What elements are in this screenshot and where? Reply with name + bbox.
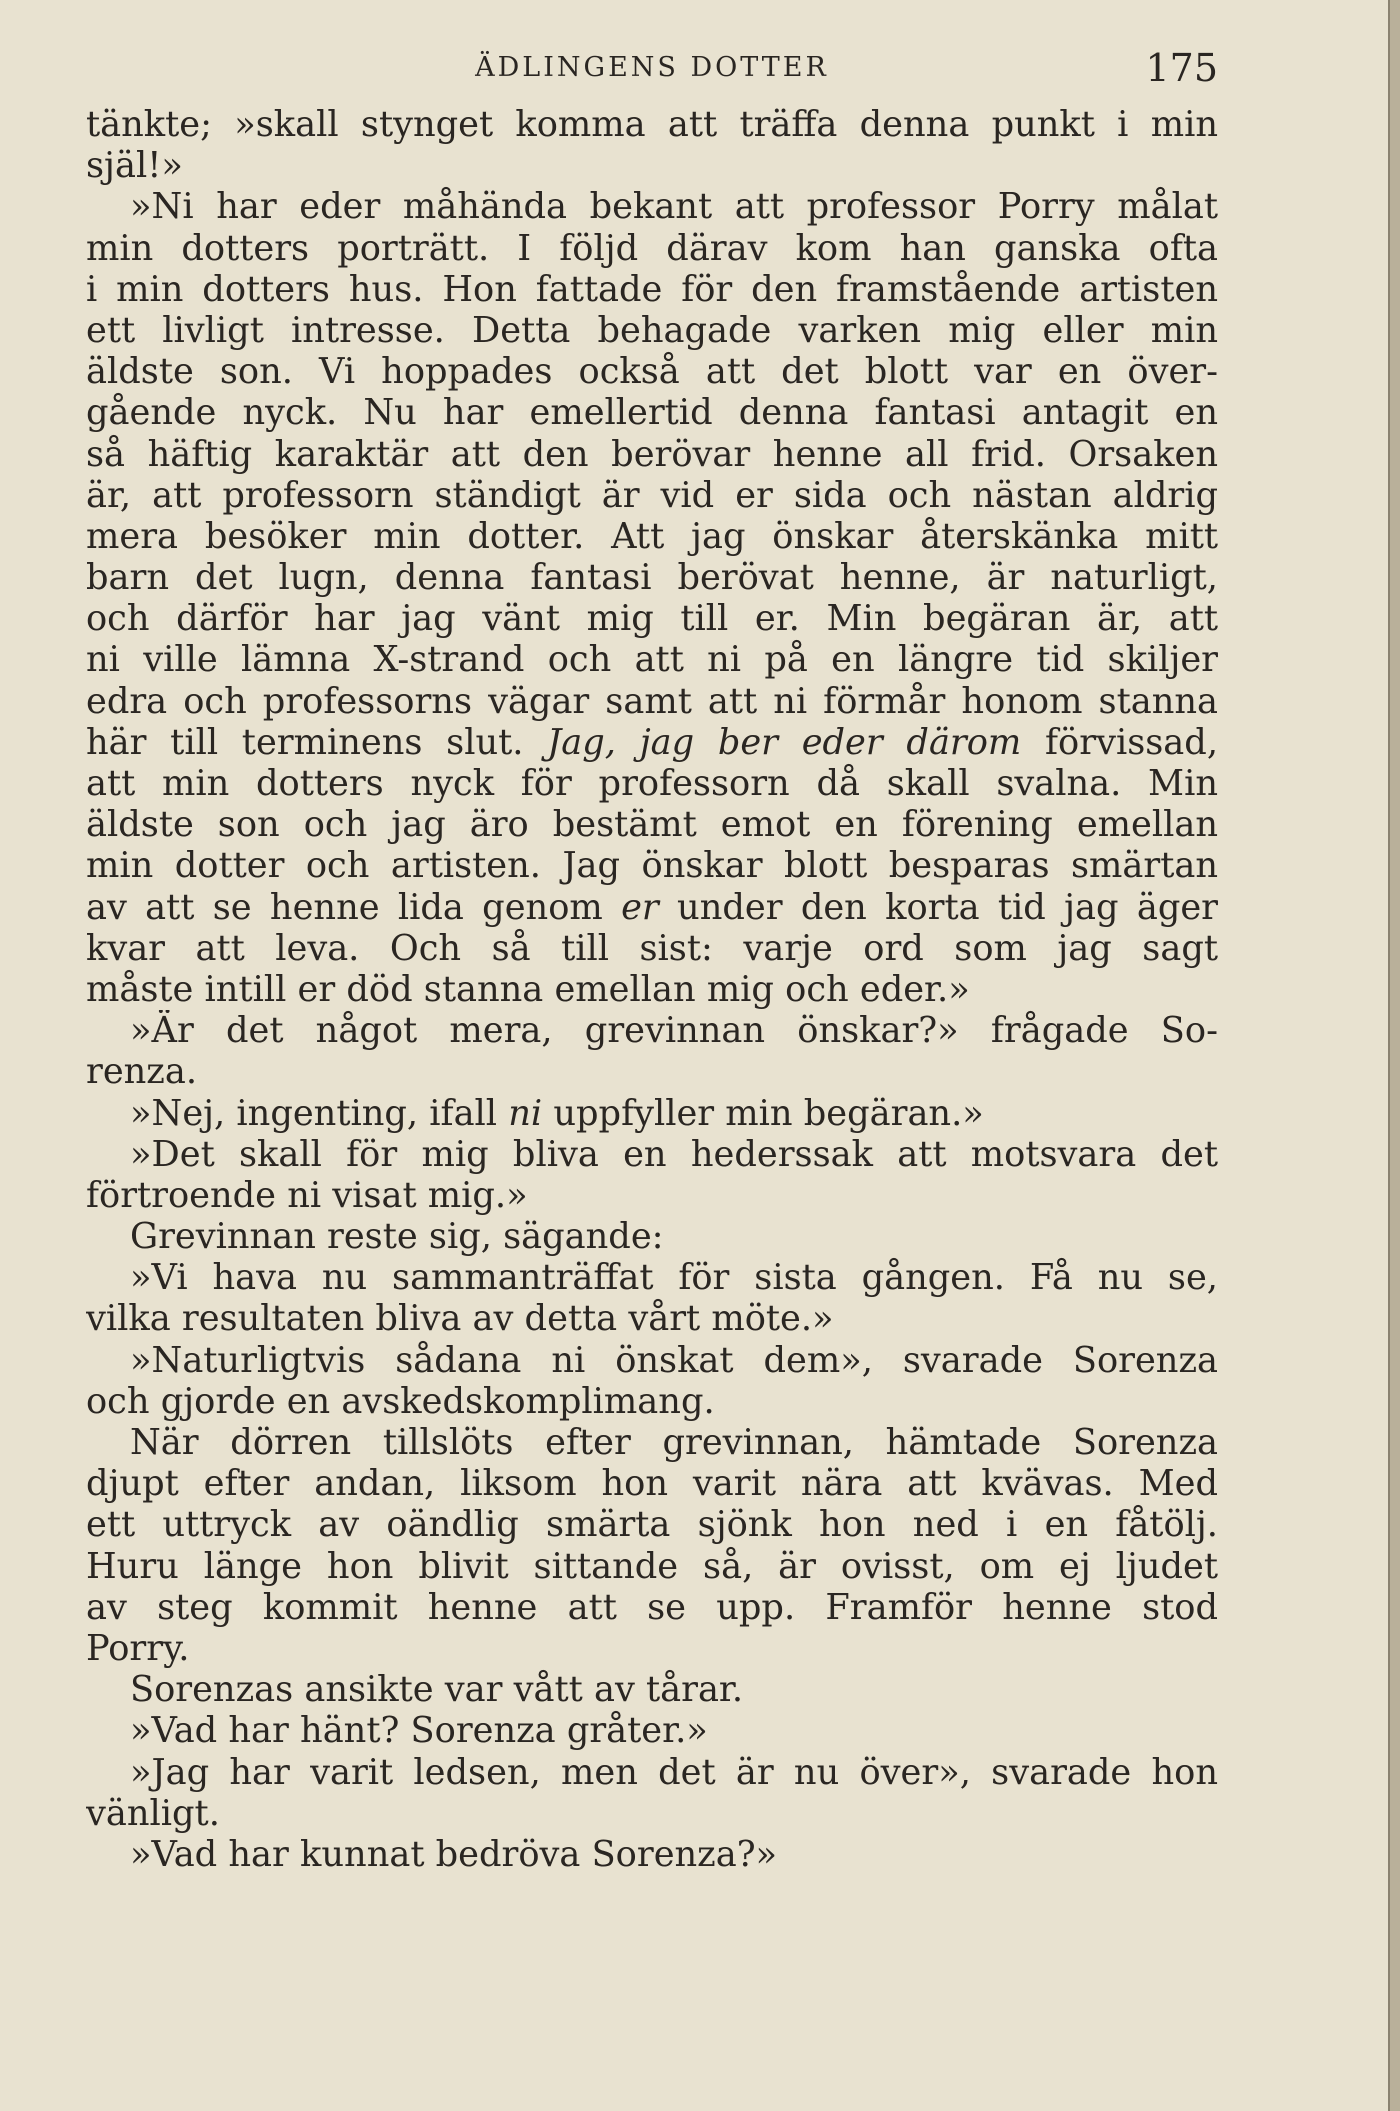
text-line: »Det skall för mig bliva en hederssak att motsvara det: [130, 1133, 1218, 1175]
emphasis-text: er: [621, 886, 659, 928]
running-head: ÄDLINGENS DOTTER: [475, 52, 829, 83]
text-line: tänkte; »skall stynget komma att träffa denna punkt i min: [86, 104, 1218, 145]
text-line: i min dotters hus. Hon fattade för den framstående artisten: [86, 268, 1218, 310]
text-line: Grevinnan reste sig, sägande:: [130, 1216, 664, 1258]
text-line: edra och professorns vägar samt att ni förmår honom stanna: [86, 680, 1218, 722]
text-line: och därför har jag vänt mig till er. Min begäran är, att: [86, 598, 1218, 640]
text-line: äldste son. Vi hoppades också att det blott var en över-: [86, 351, 1218, 393]
body-text: [86, 104, 1218, 1875]
text-line: måste intill er död stanna emellan mig och eder.»: [86, 968, 970, 1010]
text-line: så häftig karaktär att den berövar henne all frid. Orsaken: [86, 433, 1218, 475]
text-line: äldste son och jag äro bestämt emot en förening emellan: [86, 804, 1218, 846]
page-number: 175: [1145, 46, 1218, 90]
text-line: vänligt.: [86, 1792, 220, 1834]
text-line: själ!»: [86, 145, 183, 187]
text-line: djupt efter andan, liksom hon varit nära att kvävas. Med: [86, 1463, 1218, 1505]
text-run: under den korta tid jag äger: [658, 886, 1218, 928]
page-edge: [1390, 0, 1400, 2111]
text-line: »Jag har varit ledsen, men det är nu över», svarade hon: [130, 1751, 1218, 1793]
text-line: är, att professorn ständigt är vid er sida och nästan aldrig: [86, 474, 1218, 516]
text-line: När dörren tillslöts efter grevinnan, hämtade Sorenza: [130, 1422, 1218, 1463]
text-line: Porry.: [86, 1627, 190, 1669]
text-line: vilka resultaten bliva av detta vårt möte.»: [86, 1298, 834, 1340]
text-line: min dotters porträtt. I följd därav kom han ganska ofta: [86, 227, 1218, 269]
text-run: uppfyller min begäran.»: [542, 1092, 984, 1134]
text-line: Sorenzas ansikte var vått av tårar.: [130, 1669, 744, 1711]
text-line: av steg kommit henne att se upp. Framför henne stod: [86, 1586, 1218, 1628]
text-line: gående nyck. Nu har emellertid denna fantasi antagit en: [86, 392, 1218, 434]
text-line: [86, 722, 1218, 763]
text-line: förtroende ni visat mig.»: [86, 1174, 528, 1216]
text-line: ni ville lämna X-strand och att ni på en längre tid skiljer: [86, 639, 1218, 681]
text-line: barn det lugn, denna fantasi berövat henne, är naturligt,: [86, 557, 1218, 599]
text-line: »Vad har hänt? Sorenza gråter.»: [130, 1710, 708, 1752]
text-run: förvissad,: [1021, 721, 1218, 763]
text-line: »Är det något mera, grevinnan önskar?» frågade So-: [130, 1010, 1218, 1052]
text-line: [86, 1093, 1218, 1134]
text-run: »Nej, ingenting, ifall: [130, 1092, 509, 1134]
text-run: här till terminens slut.: [86, 721, 548, 763]
text-run: av att se henne lida genom: [86, 886, 622, 928]
text-line: »Vi hava nu sammanträffat för sista gången. Få nu se,: [130, 1257, 1218, 1299]
text-line: ett uttryck av oändlig smärta sjönk hon ned i en fåtölj.: [86, 1504, 1218, 1546]
text-line: »Vad har kunnat bedröva Sorenza?»: [130, 1833, 778, 1875]
text-line: renza.: [86, 1051, 198, 1093]
text-line: »Ni har eder måhända bekant att professor Porry målat: [130, 186, 1218, 228]
text-line: [86, 887, 1218, 928]
text-line: och gjorde en avskedskomplimang.: [86, 1380, 715, 1422]
text-line: Huru länge hon blivit sittande så, är ovisst, om ej ljudet: [86, 1545, 1218, 1587]
emphasis-text: Jag, jag ber eder därom: [547, 721, 1022, 763]
emphasis-text: ni: [508, 1092, 543, 1134]
text-line: min dotter och artisten. Jag önskar blott besparas smärtan: [86, 845, 1218, 887]
text-line: mera besöker min dotter. Att jag önskar återskänka mitt: [86, 515, 1218, 557]
text-line: kvar att leva. Och så till sist: varje ord som jag sagt: [86, 927, 1218, 969]
text-line: att min dotters nyck för professorn då skall svalna. Min: [86, 763, 1218, 804]
text-line: ett livligt intresse. Detta behagade varken mig eller min: [86, 309, 1218, 351]
text-line: »Naturligtvis sådana ni önskat dem», svarade Sorenza: [130, 1339, 1218, 1381]
page-header: [86, 48, 1218, 104]
